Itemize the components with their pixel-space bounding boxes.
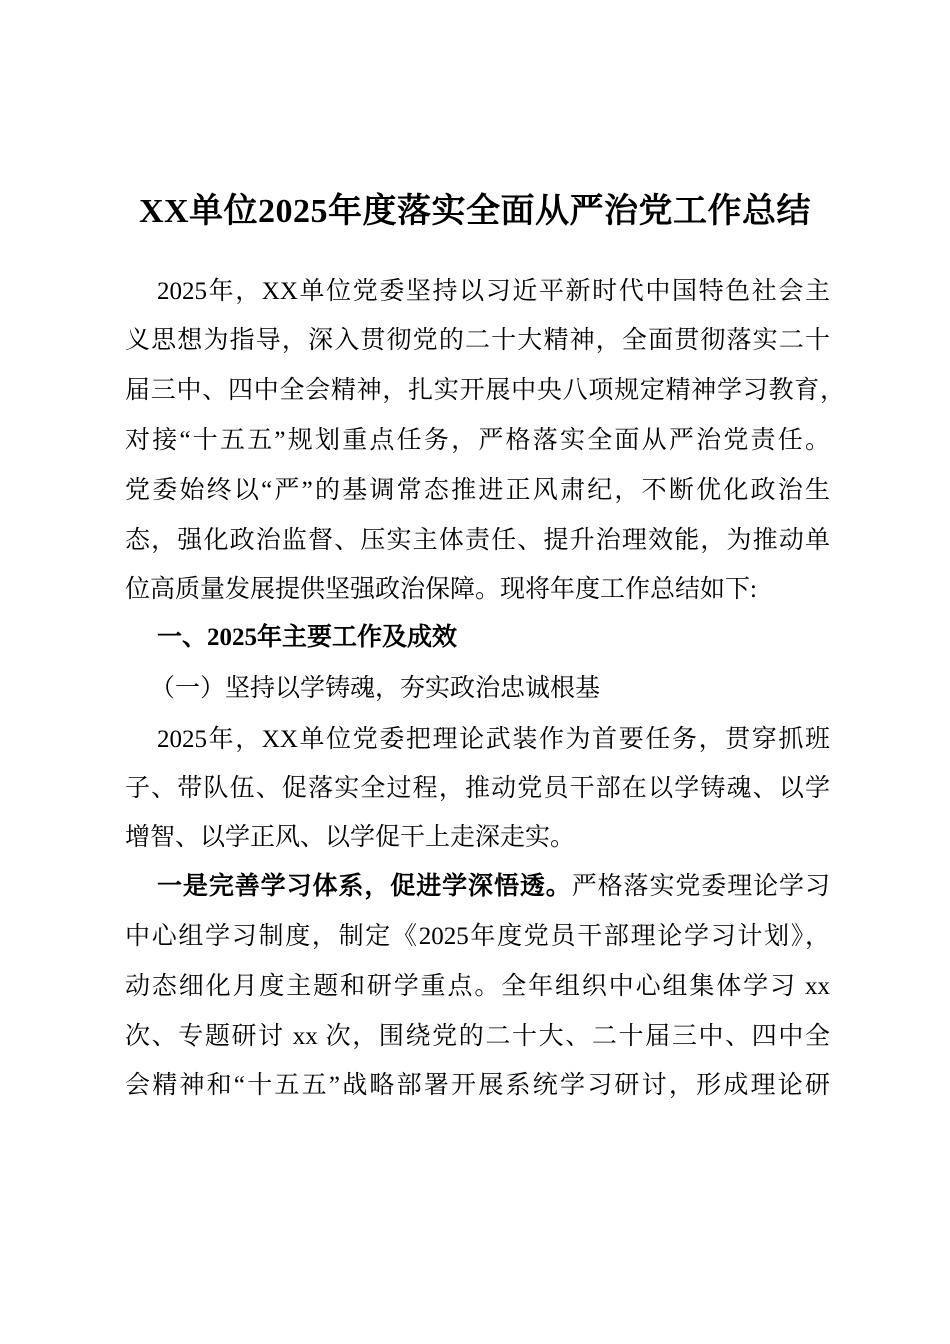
text-line: 次、专题研讨 xx 次，围绕党的二十大、二十届三中、四中全 (125, 1023, 830, 1050)
text-line: 位高质量发展提供坚强政治保障。现将年度工作总结如下: (125, 576, 757, 603)
text-line: 态，强化政治监督、压实主体责任、提升治理效能，为推动单 (125, 527, 830, 554)
text-line: 2025年，XX单位党委坚持以习近平新时代中国特色社会主 (157, 278, 830, 305)
text-line: 增智、以学正风、以学促干上走深走实。 (125, 824, 576, 851)
document-title: XX单位2025年度落实全面从严治党工作总结 (138, 193, 812, 230)
text-line: 子、带队伍、促落实全过程，推动党员干部在以学铸魂、以学 (125, 775, 830, 802)
text-line: 中心组学习制度，制定《2025年度党员干部理论学习计划》， (125, 923, 830, 950)
text-line: 对接“十五五”规划重点任务，严格落实全面从严治党责任。 (125, 427, 830, 454)
text-span: 严格落实党委理论学习 (571, 873, 830, 900)
text-line: 届三中、四中全会精神，扎实开展中央八项规定精神学习教育， (125, 377, 845, 404)
text-line (157, 872, 830, 902)
subsection-heading: （一）坚持以学铸魂，夯实政治忠诚根基 (150, 675, 601, 702)
text-line: 2025年，XX单位党委把理论武装作为首要任务，贯穿抓班 (157, 726, 830, 753)
lead-phrase: 一是完善学习体系，促进学深悟透。 (157, 873, 572, 900)
text-line: 动态细化月度主题和研学重点。全年组织中心组集体学习 xx (125, 973, 830, 1000)
text-line: 义思想为指导，深入贯彻党的二十大精神，全面贯彻落实二十 (125, 327, 830, 354)
text-line: 会精神和“十五五”战略部署开展系统学习研讨，形成理论研 (125, 1072, 830, 1099)
text-line: 党委始终以“严”的基调常态推进正风肃纪，不断优化政治生 (125, 477, 830, 504)
section-heading: 一、2025年主要工作及成效 (157, 624, 458, 651)
